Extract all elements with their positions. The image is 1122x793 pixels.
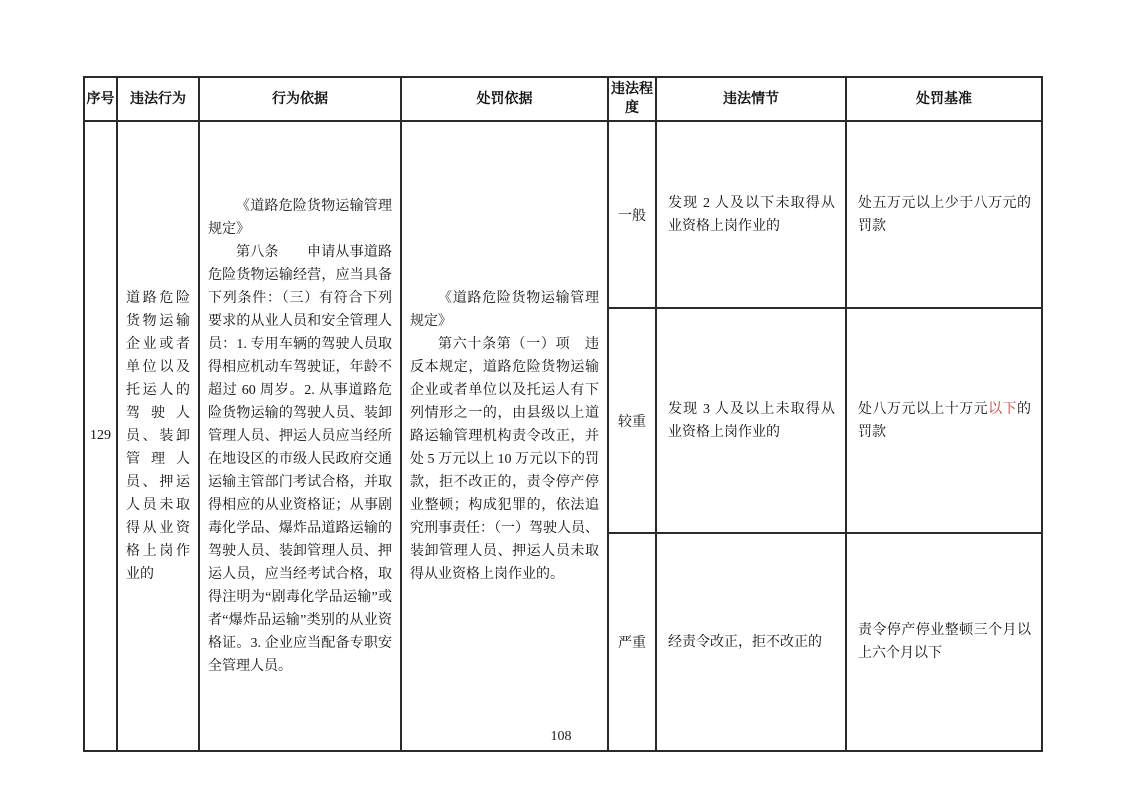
page-number: 108 xyxy=(550,729,572,744)
standard-text: 处八万元以上十万元 xyxy=(858,401,989,417)
header-serial-number: 序号 xyxy=(84,77,117,121)
standard-text: 的罚款 xyxy=(858,401,1032,440)
circumstance-cell: 发现 3 人及以上未取得从业资格上岗作业的 xyxy=(656,308,846,533)
basis-paragraph: 第八条 申请从事道路危险货物运输经营，应当具备下列条件：（三）有符合下列要求的从业人员和安全管理人员：1. 专用车辆的驾驶人员取得相应机动车驾驶证，年龄不超过 60 周岁。2. 从事道路危险货物运输的驾驶人员、装卸管理人员、押运人员应当经所在地设区的市级人民政府交通运输主管部门考试合格，并取得相应的从业资格证；从事剧毒化学品、爆炸品道路运输的驾驶人员、装卸管理人员、押运人员，应当经考试合格，取得注明为“剧毒化学品运输”或者“爆炸品运输”类别的从业资格证。3. 企业应当配备专职安全管理人员。 xyxy=(208,244,392,674)
standard-text: 处五万元以上少于八万元的罚款 xyxy=(858,195,1031,234)
header-penalty-basis: 处罚依据 xyxy=(401,77,608,121)
illegal-behavior-cell: 道路危险货物运输企业或者单位以及托运人的驾驶人员、装卸管理人员、押运人员未取得从业资格上岗作业的 xyxy=(117,121,199,751)
regulation-table xyxy=(83,76,1043,752)
basis-paragraph: 《道路危险货物运输管理规定》 xyxy=(208,198,392,237)
standard-red-text: 以下 xyxy=(988,401,1018,417)
penalty-paragraph: 《道路危险货物运输管理规定》 xyxy=(410,290,599,329)
header-behavior-basis: 行为依据 xyxy=(199,77,401,121)
standard-cell xyxy=(846,533,1042,751)
header-penalty-standard: 处罚基准 xyxy=(846,77,1042,121)
table-row xyxy=(84,121,1042,308)
circumstance-cell: 经责令改正，拒不改正的 xyxy=(656,533,846,751)
behavior-basis-cell xyxy=(199,121,401,751)
header-violation-circumstance: 违法情节 xyxy=(656,77,846,121)
header-violation-degree: 违法程度 xyxy=(608,77,656,121)
circumstance-cell: 发现 2 人及以下未取得从业资格上岗作业的 xyxy=(656,121,846,308)
header-illegal-behavior: 违法行为 xyxy=(117,77,199,121)
header-row xyxy=(84,77,1042,121)
degree-cell-severe: 严重 xyxy=(608,533,656,751)
penalty-basis-cell xyxy=(401,121,608,751)
penalty-paragraph: 第六十条第（一）项 违反本规定，道路危险货物运输企业或者单位以及托运人有下列情形之一的，由县级以上道路运输管理机构责令改正，并处 5 万元以上 10 万元以下的罚款，拒不改正的，责令停产停业整顿；构成犯罪的，依法追究刑事责任：（一）驾驶人员、装卸管理人员、押运人员未取得从业资格上岗作业的。 xyxy=(410,336,599,582)
serial-number-cell: 129 xyxy=(84,121,117,751)
standard-cell xyxy=(846,308,1042,533)
degree-cell-heavier: 较重 xyxy=(608,308,656,533)
degree-cell-general: 一般 xyxy=(608,121,656,308)
standard-cell xyxy=(846,121,1042,308)
standard-text: 责令停产停业整顿三个月以上六个月以下 xyxy=(858,623,1031,661)
